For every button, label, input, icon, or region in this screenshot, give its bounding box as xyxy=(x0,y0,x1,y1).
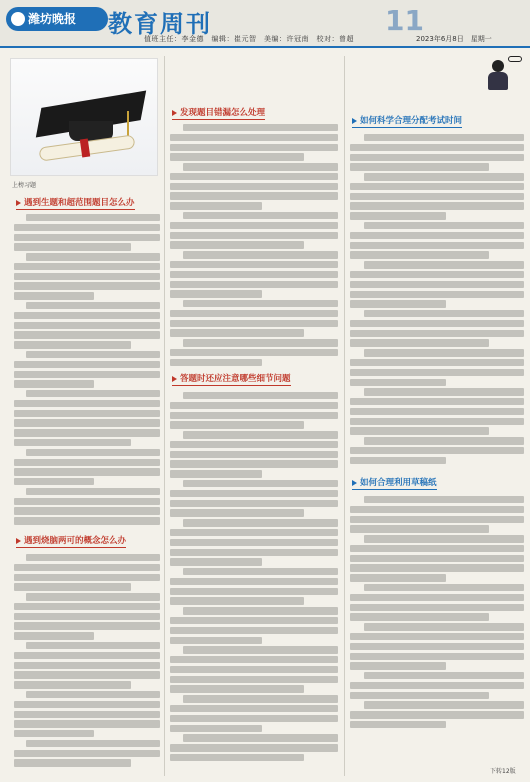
graduation-cap-photo xyxy=(10,58,158,176)
article-body xyxy=(14,214,160,526)
article-body xyxy=(170,392,338,772)
section-heading: 遇到生题和超范围题目怎么办 xyxy=(16,196,135,210)
section-masthead: 教育周刊 xyxy=(108,9,212,38)
newspaper-logo: 潍坊晚报 xyxy=(6,7,108,31)
header-rule xyxy=(0,46,530,48)
issue-date: 2023年6月8日 星期一 xyxy=(416,35,492,43)
section-heading: 如何合理利用草稿纸 xyxy=(352,476,437,490)
section-heading: 如何科学合理分配考试时间 xyxy=(352,114,462,128)
article-body xyxy=(14,554,160,774)
article-body xyxy=(350,496,524,762)
article-body xyxy=(170,124,338,374)
photo-caption: 上榜习题 xyxy=(12,182,37,189)
page-number: 11 xyxy=(385,4,424,37)
column-divider xyxy=(344,56,345,776)
page-header xyxy=(0,0,530,48)
section-heading: 发现题目错漏怎么处理 xyxy=(172,106,265,120)
article-body xyxy=(350,134,524,474)
student-illustration xyxy=(478,54,524,94)
section-heading: 答题时还应注意哪些细节问题 xyxy=(172,372,291,386)
staff-credits: 值班主任：李金德 编辑：崔元智 美编：许冠南 校对：曾超 xyxy=(144,35,354,43)
glasses-icon xyxy=(508,56,522,62)
section-heading: 遇到烧脑两可的概念怎么办 xyxy=(16,534,126,548)
continued-note: 下转12版 xyxy=(490,768,516,775)
column-divider xyxy=(164,56,165,776)
